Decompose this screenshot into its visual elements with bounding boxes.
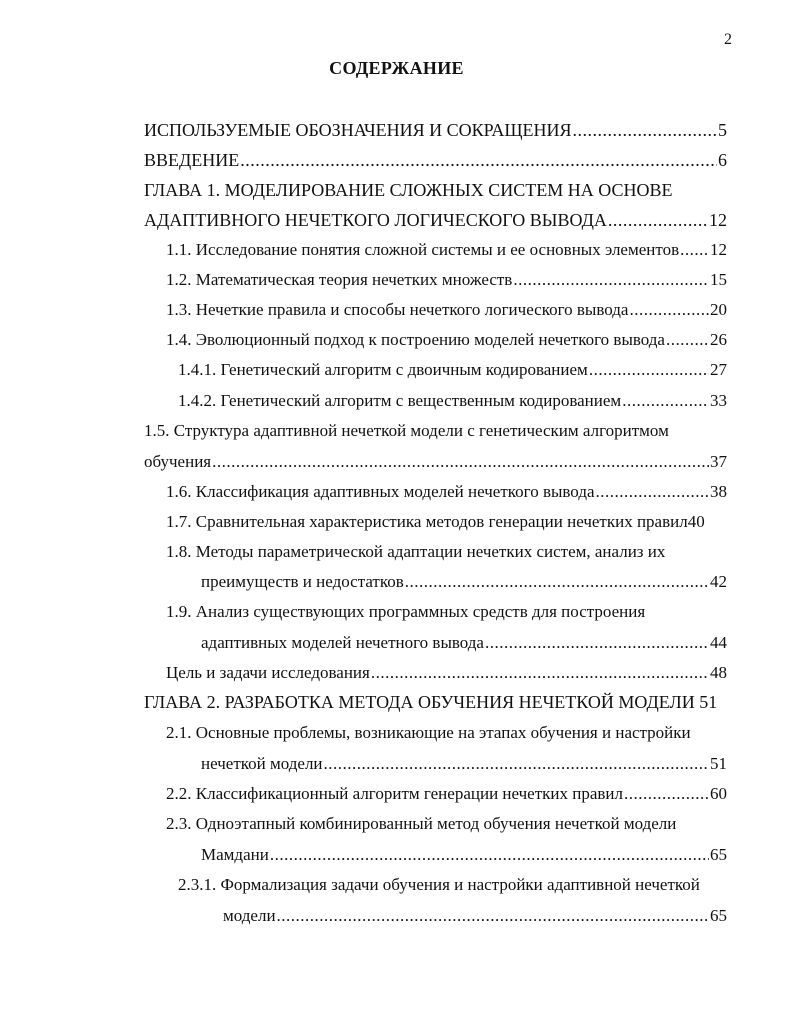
toc-page-number: 38: [710, 482, 727, 501]
toc-entry-2-1-line1[interactable]: 2.1. Основные проблемы, возникающие на этапах обучения и настройки: [166, 723, 691, 742]
toc-page-number: 20: [710, 300, 727, 319]
toc-entry-text: нечеткой модели: [201, 754, 323, 773]
toc-entry-2-2[interactable]: [166, 782, 727, 806]
toc-page-number: 48: [710, 663, 727, 682]
toc-entry-chapter-1[interactable]: [144, 208, 727, 232]
toc-entry-2-1[interactable]: [201, 752, 727, 776]
dot-leader: [680, 238, 709, 262]
toc-chapter-1-line1[interactable]: ГЛАВА 1. МОДЕЛИРОВАНИЕ СЛОЖНЫХ СИСТЕМ НА ОСНОВЕ: [144, 180, 673, 200]
toc-entry-2-3-1[interactable]: [223, 904, 727, 928]
toc-page-number: 42: [710, 572, 727, 591]
toc-page-number: 15: [710, 270, 727, 289]
toc-entry-text: модели: [223, 906, 276, 925]
toc-entry-1-5-line1[interactable]: 1.5. Структура адаптивной нечеткой модели с генетическим алгоритмом: [144, 421, 669, 440]
toc-page-number: 26: [710, 330, 727, 349]
toc-page-number: 6: [718, 150, 727, 170]
page-title: СОДЕРЖАНИЕ: [329, 58, 464, 78]
toc-page-number: 51: [710, 754, 727, 773]
dot-leader: [624, 782, 709, 806]
toc-entry-2-3-line1[interactable]: 2.3. Одноэтапный комбинированный метод обучения нечеткой модели: [166, 814, 677, 833]
dot-leader: [240, 148, 717, 172]
toc-entry-text: 1.2. Математическая теория нечетких множеств: [166, 270, 513, 289]
toc-entry-text: 1.4. Эволюционный подход к построению моделей нечеткого вывода: [166, 330, 665, 349]
dot-leader: [324, 752, 709, 776]
toc-entry-text: Мамдани: [201, 845, 269, 864]
dot-leader: [277, 904, 709, 928]
toc-entry-text: адаптивных моделей нечетного вывода: [201, 633, 484, 652]
toc-entry-intro[interactable]: [144, 148, 727, 172]
toc-page-number: 65: [710, 845, 727, 864]
toc-entry-text: ИСПОЛЬЗУЕМЫЕ ОБОЗНАЧЕНИЯ И СОКРАЩЕНИЯ: [144, 120, 572, 140]
page-number: 2: [724, 31, 732, 48]
dot-leader: [371, 661, 709, 685]
toc-entry-text: АДАПТИВНОГО НЕЧЕТКОГО ЛОГИЧЕСКОГО ВЫВОДА: [144, 210, 607, 230]
toc-entry-1-3[interactable]: [166, 298, 727, 322]
toc-entry-notation[interactable]: [144, 118, 727, 142]
toc-page-number: 33: [710, 391, 727, 410]
toc-entry-1-1[interactable]: [166, 238, 727, 262]
toc-entry-1-9-line1[interactable]: 1.9. Анализ существующих программных средств для построения: [166, 602, 646, 621]
toc-entry-text: обучения: [144, 452, 212, 471]
toc-page-number: 12: [709, 210, 727, 230]
toc-entry-1-6[interactable]: [166, 480, 727, 504]
toc-entry-1-8-line1[interactable]: 1.8. Методы параметрической адаптации нечетких систем, анализ их: [166, 542, 666, 561]
toc-entry-text: Цель и задачи исследования: [166, 663, 370, 682]
toc-entry-text: преимуществ и недостатков: [201, 572, 404, 591]
toc-entry-2-3-1-line1[interactable]: 2.3.1. Формализация задачи обучения и настройки адаптивной нечеткой: [178, 875, 700, 894]
toc-entry-text: 1.6. Классификация адаптивных моделей нечеткого вывода: [166, 482, 595, 501]
dot-leader: [596, 480, 709, 504]
toc-page-number: 44: [710, 633, 727, 652]
toc-page-number: 5: [718, 120, 727, 140]
toc-entry-text: 1.4.2. Генетический алгоритм с вещественным кодированием: [178, 391, 622, 410]
dot-leader: [573, 118, 717, 142]
toc-page-number: 27: [710, 360, 727, 379]
toc-entry-2-3[interactable]: [201, 843, 727, 867]
toc-entry-1-9[interactable]: [201, 631, 727, 655]
toc-page-number: 37: [710, 452, 727, 471]
toc-entry-1-2[interactable]: [166, 268, 727, 292]
toc-entry-1-4-2[interactable]: [178, 389, 727, 413]
dot-leader: [608, 208, 708, 232]
toc-entry-goals[interactable]: [166, 661, 727, 685]
toc-entry-1-4[interactable]: [166, 328, 727, 352]
toc-entry-text: ВВЕДЕНИЕ: [144, 150, 240, 170]
toc-entry-text: 1.4.1. Генетический алгоритм с двоичным кодированием: [178, 360, 588, 379]
dot-leader: [485, 631, 709, 655]
dot-leader: [589, 358, 709, 382]
toc-entry-1-5[interactable]: [144, 450, 727, 474]
toc-chapter-2[interactable]: ГЛАВА 2. РАЗРАБОТКА МЕТОДА ОБУЧЕНИЯ НЕЧЕТКОЙ МОДЕЛИ 51: [144, 692, 718, 712]
toc-entry-1-7[interactable]: 1.7. Сравнительная характеристика методов генерации нечетких правил40: [166, 512, 705, 531]
dot-leader: [629, 298, 709, 322]
toc-entry-1-8[interactable]: [201, 570, 727, 594]
dot-leader: [513, 268, 709, 292]
dot-leader: [622, 389, 709, 413]
toc-entry-text: 1.3. Нечеткие правила и способы нечеткого логического вывода: [166, 300, 629, 319]
dot-leader: [405, 570, 709, 594]
dot-leader: [212, 450, 709, 474]
dot-leader: [666, 328, 709, 352]
toc-page-number: 12: [710, 240, 727, 259]
toc-entry-text: 1.1. Исследование понятия сложной системы и ее основных элементов: [166, 240, 680, 259]
toc-page-number: 65: [710, 906, 727, 925]
toc-page-number: 60: [710, 784, 727, 803]
dot-leader: [270, 843, 709, 867]
toc-entry-text: 2.2. Классификационный алгоритм генерации нечетких правил: [166, 784, 624, 803]
toc-entry-1-4-1[interactable]: [178, 358, 727, 382]
